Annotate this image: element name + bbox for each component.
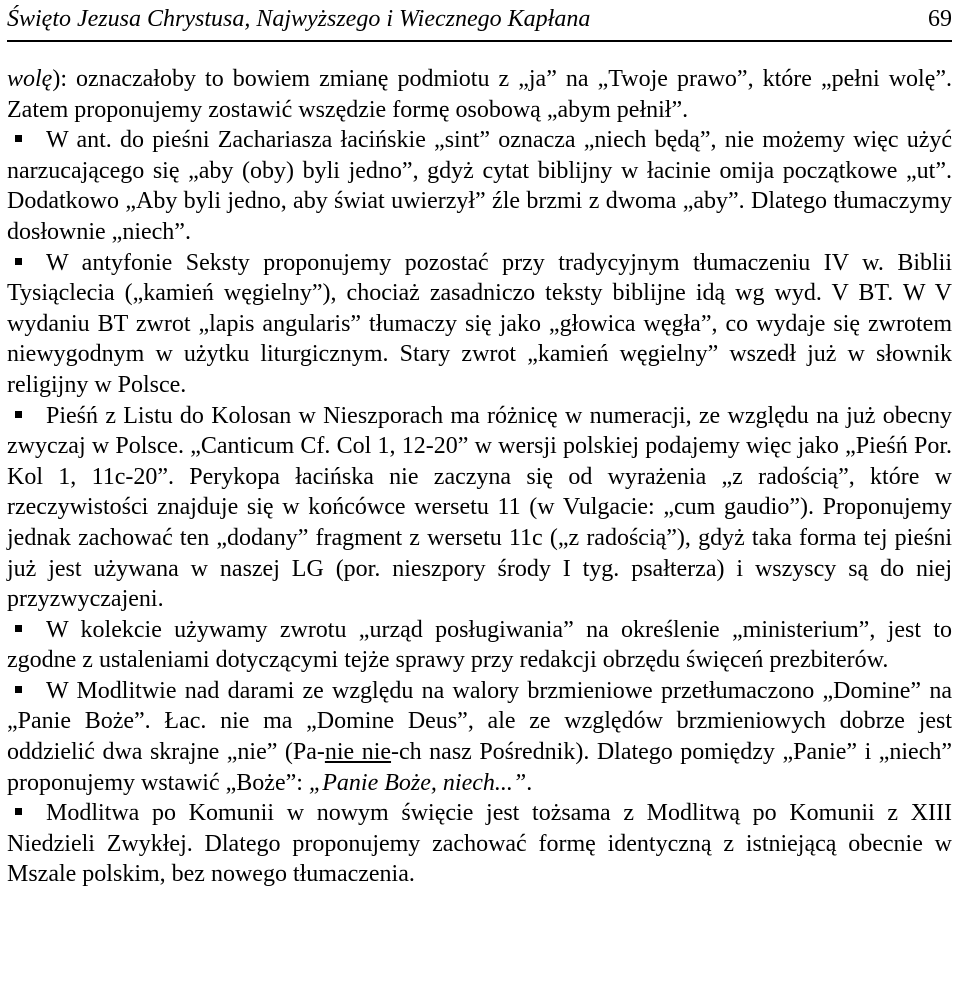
running-header — [7, 4, 952, 42]
italic-quote: „Panie Boże, niech...” — [308, 769, 527, 796]
square-bullet-icon — [15, 686, 22, 693]
bullet-paragraph-colossians-canticle — [7, 401, 952, 615]
paragraph-text-middle: -ch nasz Pośrednik). Dlatego pomiędzy „Panie” i „niech” proponujemy wstawić „Boże”: — [7, 739, 953, 796]
bullet-paragraph-post-communion — [7, 798, 952, 890]
paragraph-text-after: . — [526, 769, 533, 796]
bullet-paragraph-prayer-over-gifts — [7, 676, 952, 798]
paragraph-text: ): oznaczałoby to bowiem zmianę podmiotu z „ja” na „Twoje prawo”, które „pełni wolę”. Zatem proponujemy zostawić wszędzie formę osobową „abym pełnił”. — [7, 66, 952, 123]
square-bullet-icon — [15, 808, 22, 815]
paragraph-text: W kolekcie używamy zwrotu „urząd posługiwania” na określenie „ministerium”, jest to zgodne z ustaleniami dotyczącymi tejże sprawy przy redakcji obrzędu święceń prezbiterów. — [7, 616, 952, 674]
paragraph-text: W ant. do pieśni Zachariasza łacińskie „sint” oznacza „niech będą”, nie możemy więc użyć narzucającego się „aby (oby) byli jedno”, gdyż cytat biblijny w łacinie omija początkowe „ut”. Dodatkowo „Aby byli jedno, aby świat uwierzył” źle brzmi z dwoma „aby”. Dlatego tłumaczymy dosłownie „niech”. — [7, 127, 952, 245]
page-number: 69 — [928, 6, 952, 32]
italic-lead-word: wolę — [7, 66, 53, 92]
paragraph-text: Modlitwa po Komunii w nowym święcie jest tożsama z Modlitwą po Komunii z XIII Niedzieli Zwykłej. Dlatego proponujemy zachować formę identyczną z istniejącą obecnie w Mszale polskim, bez nowego tłumaczenia. — [7, 800, 952, 888]
bullet-paragraph-antiphon-sext — [7, 248, 952, 401]
paragraph-text: W antyfonie Seksty proponujemy pozostać przy tradycyjnym tłumaczeniu IV w. Biblii Tysiąclecia („kamień węgielny”), chociaż zasadniczo teksty biblijne idą wg wyd. V BT. W V wydaniu BT zwrot „lapis angularis” tłumaczy się jako „głowica węgła”, co wydaje się zwrotem niewygodnym w użytku liturgicznym. Stary zwrot „kamień węgielny” wszedł już w słownik religijny w Polsce. — [7, 249, 952, 398]
paragraph-text: Pieśń z Listu do Kolosan w Nieszporach ma różnicę w numeracji, ze względu na już obecny zwyczaj w Polsce. „Canticum Cf. Col 1, 12-20” w wersji polskiej podajemy więc jako „Pieśń Por. Kol 1, 11c-20”. Perykopa łacińska nie zaczyna się od wyrażenia „z radością”, które w rzeczywistości znajduje się w końcówce wersetu 11 (w Vulgacie: „cum gaudio”). Proponujemy jednak zachować ten „dodany” fragment z wersetu 11c („z radością”), gdyż taka forma tej pieśni już jest używana w naszej LG (por. nieszpory środy I tyg. psałterza) i wszyscy są do niej przyzwyczajeni. — [7, 402, 952, 613]
square-bullet-icon — [15, 625, 22, 632]
square-bullet-icon — [15, 411, 22, 418]
header-title: Święto Jezusa Chrystusa, Najwyższego i Wiecznego Kapłana — [7, 6, 591, 32]
square-bullet-icon — [15, 135, 22, 142]
paragraph-continuation — [7, 64, 952, 125]
paragraph-text-before: W Modlitwie nad darami ze względu na walory brzmieniowe przetłumaczono „Domine” na „Panie Boże”. Łac. nie ma „Domine Deus”, ale ze względów brzmieniowych dobrze jest oddzielić dwa skrajne „nie” (Pa- — [7, 677, 952, 766]
bullet-paragraph-collect — [7, 615, 952, 676]
square-bullet-icon — [15, 258, 22, 265]
bullet-paragraph-antiphon-zachariah — [7, 125, 952, 247]
underlined-text: nie nie — [324, 739, 392, 766]
document-body — [7, 64, 952, 890]
